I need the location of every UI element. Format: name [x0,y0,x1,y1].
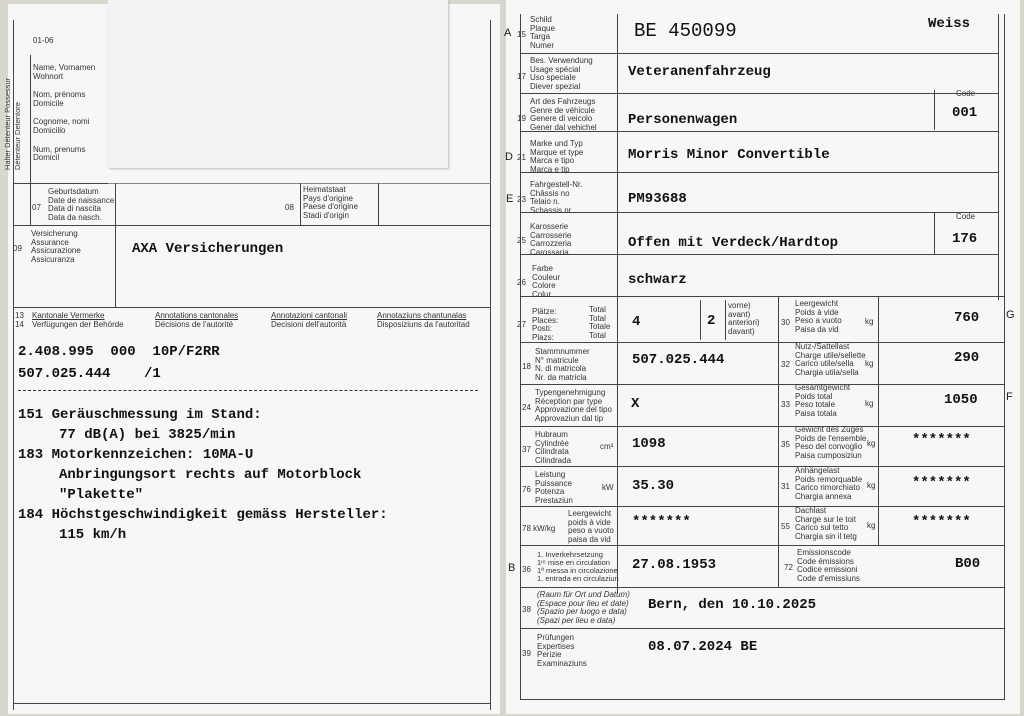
field-07: 07 [32,203,41,212]
power-value: 35.30 [632,478,675,494]
paper-note [108,0,448,168]
field-09: 09 [13,244,22,253]
field-72: 72 [784,563,793,572]
chassis-value: PM93688 [628,191,687,207]
field-38: 38 [522,605,531,614]
code-line: "Plakette" [59,487,144,503]
code-line: 184 Höchstgeschwindigkeit gemäss Hersteller: [18,507,388,523]
type-approval-value: X [631,396,640,412]
field-36: 36 [522,565,531,574]
code-line: 151 Geräuschmessung im Stand: [18,407,262,423]
tow-labels: Anhängelast Poids remorquable Carico rimorchiato Chargia annexa [795,466,863,501]
letter-b: B [508,562,516,574]
seat-labels-total: Total Total Totale Total [589,305,611,340]
annot-line-2: 507.025.444 /1 [18,366,161,382]
birth-labels: Geburtsdatum Date de naissance Data di nascita Data da nasch. [48,187,115,222]
letter-a: A [504,27,512,39]
empty-labels: Leergewicht Poids à vide Peso a vuoto Paisa da vid [795,299,842,334]
kg-unit: kg [867,439,876,448]
field-76: 76 [522,485,531,494]
use-labels: Bes. Verwendung Usage spécial Uso speciale Diever spezial [530,56,593,91]
disp-labels: Hubraum Cylindrée Cilindrata Cilindrada [535,430,572,465]
place-date-value: Bern, den 10.10.2025 [648,597,817,613]
annot-it: Annotazioni cantonali Decisioni dell'autorità [271,311,348,329]
code-list [18,405,388,545]
power-labels: Leistung Puissance Potenza Prestaziun [535,470,573,505]
stamm-value: 507.025.444 [632,352,725,368]
field-21: 21 [517,153,526,162]
emission-value: B00 [955,556,981,572]
annot-fr: Annotations cantonales Décisions de l'autorité [155,311,239,329]
field-37: 37 [522,445,531,454]
seats-total: 4 [632,314,641,330]
field-17: 17 [517,72,526,81]
make-value: Morris Minor Convertible [628,147,830,163]
holder-side-label-2: Détenteur Detentore [13,102,22,170]
kind-labels: Art des Fahrzeugs Genre de véhicule Genere di veicolo Gener dal vehichel [530,97,597,132]
ratio-labels: Leergewicht poids à vide peso a vuoto paisa da vid [568,509,614,544]
field-39: 39 [522,649,531,658]
plate-labels: Schild Plaque Targa Numer [530,15,555,50]
kind-code-label: Code [956,89,976,98]
field-27: 27 [517,320,526,329]
body-code-label: Code [956,212,976,221]
body-code: 176 [952,231,978,247]
kg-unit: kg [867,521,876,530]
field-26: 26 [517,278,526,287]
field-32: 32 [781,360,790,369]
field-15: 15 [517,30,526,39]
code-line: 77 dB(A) bei 3825/min [59,427,236,443]
kind-value: Personenwagen [628,112,738,128]
seat-labels: Plätze: Places: Posti: Plazs: [532,307,559,342]
code-line: 183 Motorkennzeichen: 10MA-U [18,447,254,463]
type-labels: Typengenehmigung Réception par type Approvazione del tipo Approvaziun dal tip [535,388,612,423]
chassis-labels: Fahrgestell-Nr. Châssis no Telaio n. Schassis nr. [530,180,583,215]
front-labels: vorne) avant) anteriori) davant) [728,301,760,336]
field-23: 23 [517,195,526,204]
code-0106: 01-06 [33,36,54,45]
plate-color: Weiss [928,16,971,32]
payload-labels: Nutz-/Sattellast Charge utile/sellette Carico utile/sella Chargia utila/sella [795,342,866,377]
field-30: 30 [781,318,790,327]
annot-line-1: 2.408.995 000 10P/F2RR [18,344,220,360]
emission-labels: Emissionscode Code émissions Codice emissioni Code d'emissiuns [797,548,860,583]
holder-side-label: Halter Détenteur Possessur [3,77,12,170]
plate-value: BE 450099 [634,20,737,42]
exam-labels: Prüfungen Expertises Perizie Examinaziuns [537,633,587,668]
insurance-value: AXA Versicherungen [132,241,284,257]
letter-e: E [506,193,514,205]
train-labels: Gewicht des Zuges Poids de l'ensemble Peso del convoglio Paisa cumposiziun [795,425,867,460]
displacement-value: 1098 [632,436,666,452]
roof-labels: Dachlast Charge sur le toit Carico sul tetto Chargia sin il tetg [795,506,857,541]
use-value: Veteranenfahrzeug [628,64,771,80]
color-value: schwarz [628,272,687,288]
origin-labels: Heimatstaat Pays d'origine Paese d'origine Stadi d'origin [303,185,358,220]
stamm-labels: Stammnummer N° matricule N. di matricola Nr. da matricla [535,347,590,382]
kg-unit: kg [865,359,874,368]
field-33: 33 [781,400,790,409]
kw-unit: kW [602,483,614,492]
color-labels: Farbe Couleur Colore Colur [532,264,561,299]
field-08: 08 [285,203,294,212]
kg-unit: kg [865,399,874,408]
field-35: 35 [781,440,790,449]
letter-d: D [505,151,513,163]
letter-g: G [1006,309,1015,321]
body-labels: Karosserie Carrosserie Carrozzeria Carossaria [530,222,572,257]
kg-unit: kg [867,481,876,490]
tow-value: ******* [912,475,971,491]
first-reg-value: 27.08.1953 [632,557,717,573]
insurance-labels: Versicherung Assurance Assicurazione Assicuranza [31,229,81,264]
annot-rm: Annotaziuns chantunalas Disposiziuns da l'autoritad [377,311,470,329]
field-25: 25 [517,236,526,245]
body-value: Offen mit Verdeck/Hardtop [628,235,839,251]
make-labels: Marke und Typ Marque et type Marca e tipo Marca e tip [530,139,584,174]
field-78: 78 kW/kg [522,524,556,533]
vermerke-labels: Kantonale Vermerke Verfügungen der Behörde [32,311,124,329]
letter-f: F [1006,391,1013,403]
gross-labels: Gesamtgewicht Poids total Peso totale Paisa totala [795,383,851,418]
place-labels: (Raum für Ort und Datum) (Espace pour lieu et date) (Spazio per luogo e data) (Spazi per lieu e data) [537,590,630,625]
seats-front: 2 [707,313,716,329]
roof-value: ******* [912,514,971,530]
field-31: 31 [781,482,790,491]
kind-code: 001 [952,105,978,121]
gross-value: 1050 [944,392,978,408]
kg-unit: kg [865,317,874,326]
field-13-14: 13 14 [15,311,24,329]
train-value: ******* [912,432,971,448]
ratio-value: ******* [632,514,691,530]
field-55: 55 [781,522,790,531]
dashed-separator [18,390,478,391]
code-line: Anbringungsort rechts auf Motorblock [59,467,362,483]
code-line: 115 km/h [59,527,127,543]
cm3-unit: cm³ [600,442,614,451]
empty-weight: 760 [954,310,980,326]
field-19: 19 [517,114,526,123]
exam-value: 08.07.2024 BE [648,639,758,655]
payload-value: 290 [954,350,980,366]
name-labels: Name, Vornamen Wohnort Nom, prénoms Domicile Cognome, nomi Domicilio Num, prenums Domicil [33,63,96,163]
field-18: 18 [522,362,531,371]
field-24: 24 [522,403,531,412]
first-reg-labels: 1. Inverkehrsetzung 1ʳᵉ mise en circulation 1ª messa in circolazione 1. entrada en circulaziun [537,550,619,583]
